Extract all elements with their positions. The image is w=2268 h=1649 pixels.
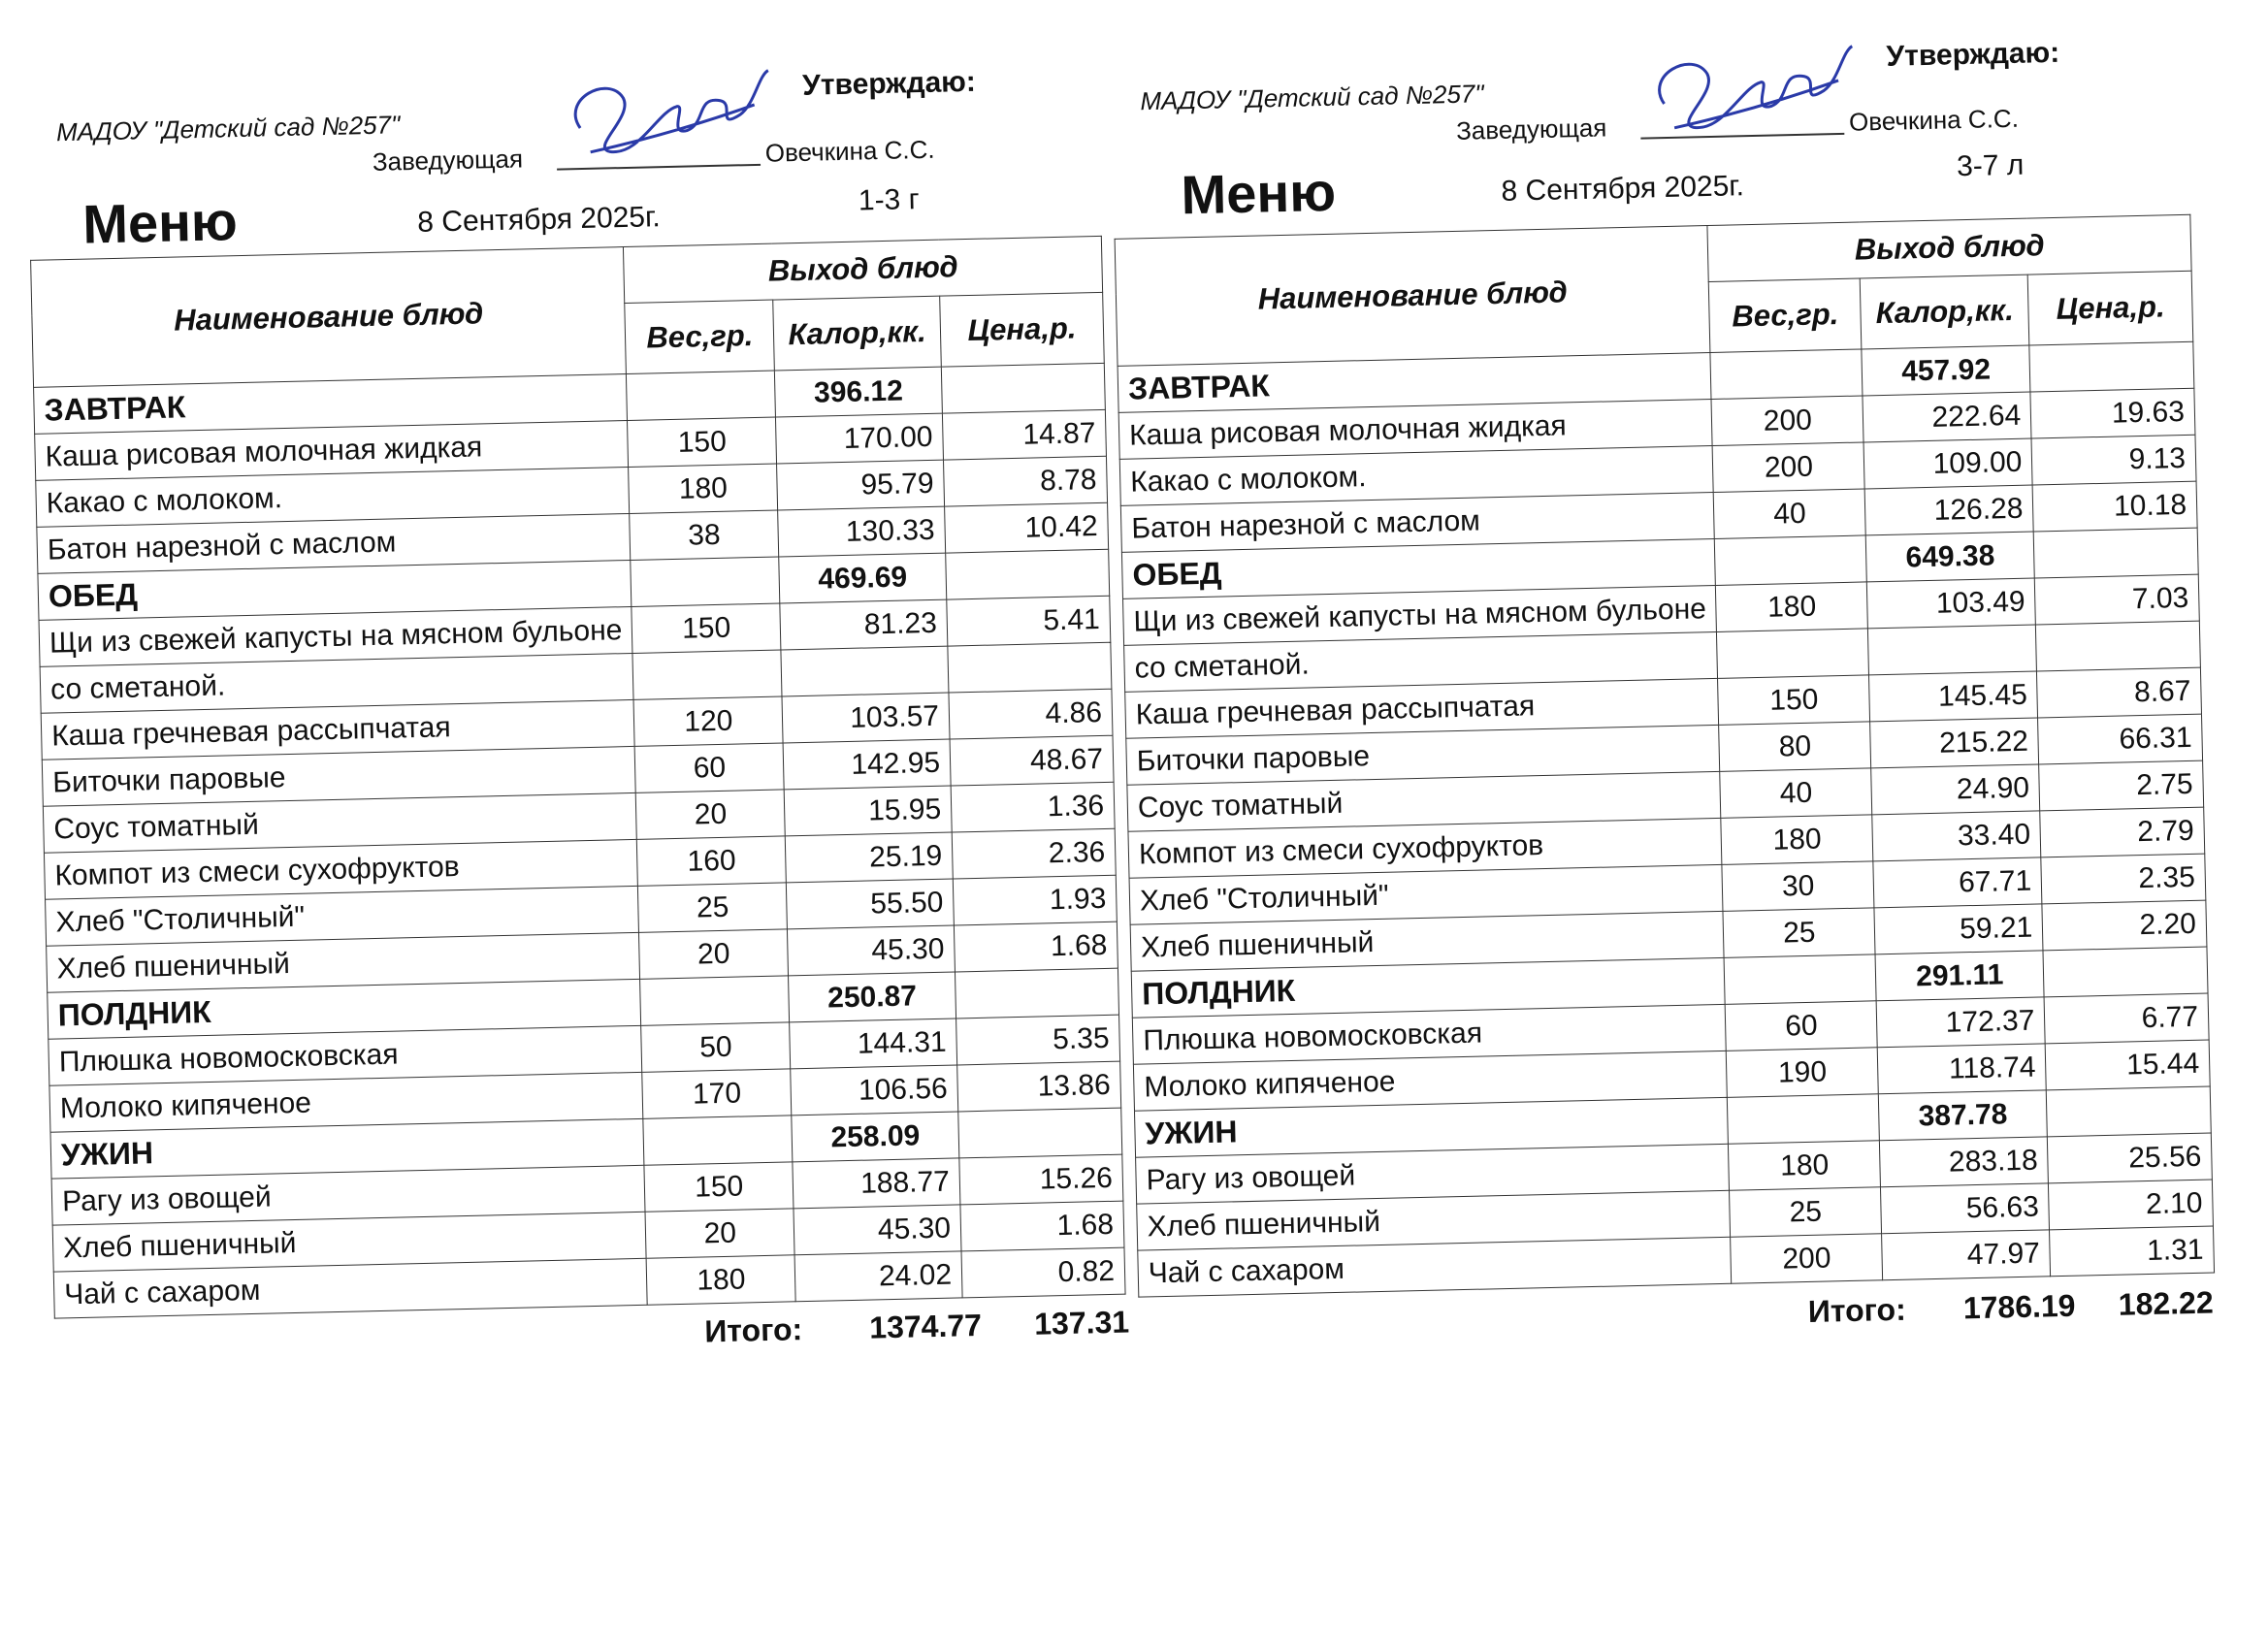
age-group: 3-7 л — [1956, 148, 2025, 183]
section-price-cell — [2047, 1086, 2212, 1137]
section-kcal-total: 250.87 — [789, 972, 956, 1022]
dish-kcal: 59.21 — [1874, 904, 2043, 954]
dish-weight: 25 — [1723, 908, 1875, 958]
dish-price: 2.20 — [2042, 900, 2207, 951]
dish-name: Какао с молоком. — [36, 467, 630, 527]
dish-kcal: 103.57 — [782, 693, 950, 743]
dish-kcal: 106.56 — [791, 1065, 958, 1116]
section-name: ПОЛДНИК — [48, 979, 641, 1039]
dish-kcal: 95.79 — [777, 460, 945, 510]
dish-weight: 25 — [1730, 1187, 1882, 1238]
menu-table — [30, 236, 1125, 1319]
dish-kcal: 222.64 — [1863, 392, 2031, 442]
menu-title: Меню — [1180, 160, 1337, 226]
section-weight-cell — [1710, 349, 1863, 400]
dish-weight: 20 — [645, 1209, 794, 1258]
dish-weight: 170 — [642, 1069, 792, 1118]
dish-weight: 180 — [1721, 815, 1873, 865]
dish-name: Компот из смеси сухофруктов — [1128, 818, 1722, 878]
section-kcal-total: 396.12 — [774, 367, 942, 417]
section-weight-cell — [631, 557, 780, 606]
dish-price: 9.13 — [2031, 435, 2196, 485]
section-weight-cell — [627, 371, 776, 420]
dish-weight: 150 — [632, 603, 781, 653]
dish-kcal — [1868, 625, 2037, 675]
dish-weight: 150 — [644, 1162, 794, 1212]
dish-name: Чай с сахаром — [1138, 1237, 1732, 1297]
dish-price — [948, 642, 1112, 693]
section-name: ОБЕД — [1121, 538, 1715, 598]
dish-price: 15.44 — [2045, 1040, 2210, 1090]
dish-weight: 150 — [1718, 675, 1870, 726]
total-price: 137.31 — [1033, 1304, 1130, 1342]
dish-price: 2.36 — [952, 828, 1116, 879]
head-role: Заведующая — [1455, 113, 1607, 146]
approve-label: Утверждаю: — [801, 65, 977, 102]
menu-table — [1115, 214, 2215, 1298]
dish-name: Биточки паровые — [1126, 725, 1720, 785]
dish-kcal: 25.19 — [785, 832, 953, 883]
dish-name: Хлеб пшеничный — [1137, 1190, 1731, 1250]
col-output-header: Выход блюд — [1707, 214, 2191, 281]
dish-price: 1.36 — [951, 782, 1115, 832]
dish-name: Соус томатный — [43, 792, 636, 853]
col-weight-header: Вес,гр. — [1709, 278, 1862, 353]
dish-name: со сметаной. — [40, 653, 633, 713]
dish-weight: 120 — [634, 696, 784, 746]
dish-price: 66.31 — [2038, 714, 2203, 764]
dish-kcal: 118.74 — [1877, 1044, 2046, 1094]
dish-kcal: 15.95 — [784, 786, 952, 836]
section-price-cell — [946, 549, 1110, 599]
section-weight-cell — [643, 1116, 793, 1165]
dish-kcal: 24.02 — [794, 1251, 962, 1302]
section-kcal-total: 291.11 — [1875, 951, 2044, 1001]
section-weight-cell — [1715, 535, 1867, 586]
col-output-header: Выход блюд — [624, 236, 1103, 303]
dish-name: Каша рисовая молочная жидкая — [1118, 400, 1712, 460]
dish-name: Плюшка новомосковская — [49, 1025, 642, 1085]
dish-name: Хлеб пшеничный — [47, 932, 640, 992]
dish-weight: 180 — [1729, 1141, 1881, 1191]
section-price-cell — [2029, 341, 2194, 392]
col-kcal-header: Калор,кк. — [1860, 275, 2029, 349]
dish-kcal: 24.90 — [1871, 764, 2040, 815]
dish-name: Каша гречневая рассыпчатая — [1125, 678, 1719, 738]
dish-kcal: 47.97 — [1882, 1230, 2051, 1280]
total-label: Итого: — [1807, 1291, 1907, 1329]
dish-name: Каша гречневая рассыпчатая — [41, 699, 634, 760]
dish-weight: 60 — [1726, 1001, 1878, 1051]
dish-kcal: 33.40 — [1872, 811, 2041, 861]
dish-name: Плюшка новомосковская — [1132, 1004, 1726, 1064]
dish-weight: 150 — [628, 417, 777, 467]
dish-name: Молоко кипяченое — [49, 1072, 643, 1132]
section-weight-cell — [640, 976, 790, 1025]
section-price-cell — [941, 363, 1105, 413]
dish-price: 14.87 — [942, 409, 1106, 460]
dish-weight: 30 — [1722, 861, 1874, 912]
dish-price: 8.78 — [944, 456, 1108, 506]
dish-kcal: 172.37 — [1876, 997, 2045, 1048]
total-kcal: 1786.19 — [1962, 1287, 2076, 1326]
dish-weight: 40 — [1714, 489, 1866, 539]
head-role: Заведующая — [372, 144, 524, 177]
section-name: ПОЛДНИК — [1131, 957, 1725, 1018]
dish-kcal: 56.63 — [1881, 1183, 2050, 1234]
dish-price: 13.86 — [957, 1061, 1121, 1112]
dish-price: 10.42 — [945, 502, 1109, 553]
menu-date: 8 Сентября 2025г. — [1501, 170, 1745, 208]
total-price: 182.22 — [2118, 1284, 2215, 1322]
dish-name: Молоко кипяченое — [1133, 1051, 1727, 1111]
dish-kcal: 45.30 — [787, 925, 955, 976]
col-weight-header: Вес,гр. — [625, 300, 774, 374]
dish-name: Компот из смеси сухофруктов — [44, 839, 637, 899]
section-name: УЖИН — [1134, 1097, 1728, 1157]
section-kcal-total: 469.69 — [779, 553, 947, 603]
approve-label: Утверждаю: — [1886, 36, 2060, 73]
dish-name: Хлеб пшеничный — [1130, 911, 1724, 971]
dish-kcal: 170.00 — [776, 413, 944, 464]
dish-price: 2.79 — [2040, 807, 2205, 857]
dish-price: 5.41 — [947, 596, 1111, 646]
dish-kcal: 55.50 — [786, 879, 954, 929]
organization-name: МАДОУ "Детский сад №257" — [55, 110, 401, 147]
dish-name: Каша рисовая молочная жидкая — [35, 421, 629, 481]
menu-title: Меню — [81, 190, 239, 255]
dish-weight — [632, 650, 782, 699]
dish-price: 1.68 — [960, 1201, 1124, 1251]
dish-price: 7.03 — [2035, 574, 2200, 625]
dish-price: 1.31 — [2050, 1226, 2215, 1277]
dish-price: 19.63 — [2030, 388, 2195, 438]
dish-weight: 180 — [1716, 582, 1868, 632]
col-name-header: Наименование блюд — [1115, 226, 1710, 367]
dish-price: 4.86 — [949, 689, 1113, 739]
dish-weight: 190 — [1727, 1048, 1879, 1098]
dish-name: Соус томатный — [1127, 771, 1721, 831]
dish-name: Щи из свежей капусты на мясном бульоне — [39, 606, 632, 666]
section-name: ОБЕД — [38, 560, 632, 620]
dish-weight: 40 — [1720, 768, 1872, 819]
section-price-cell — [2043, 947, 2208, 997]
dish-name: Щи из свежей капусты на мясном бульоне — [1123, 585, 1717, 645]
dish-kcal: 109.00 — [1863, 438, 2032, 489]
section-kcal-total: 387.78 — [1878, 1090, 2047, 1141]
dish-weight: 80 — [1719, 722, 1871, 772]
menu-date: 8 Сентября 2025г. — [416, 201, 662, 239]
dish-price: 6.77 — [2044, 993, 2209, 1044]
dish-weight: 200 — [1731, 1234, 1883, 1284]
dish-kcal: 45.30 — [794, 1205, 961, 1255]
dish-weight: 25 — [638, 883, 788, 932]
section-kcal-total: 258.09 — [792, 1112, 959, 1162]
dish-kcal: 215.22 — [1870, 718, 2039, 768]
signature-image — [1634, 32, 1859, 144]
dish-weight: 50 — [641, 1022, 791, 1072]
age-group: 1-3 г — [858, 183, 920, 217]
dish-name: Батон нарезной с маслом — [1120, 492, 1714, 552]
dish-weight: 160 — [637, 836, 787, 886]
dish-weight: 20 — [636, 790, 786, 839]
dish-weight: 60 — [635, 743, 785, 792]
section-weight-cell — [1725, 954, 1877, 1005]
dish-price: 1.93 — [953, 875, 1117, 925]
dish-price: 2.75 — [2039, 760, 2204, 811]
dish-name: Биточки паровые — [42, 746, 635, 806]
dish-kcal: 142.95 — [783, 739, 951, 790]
section-price-cell — [2033, 528, 2198, 578]
col-name-header: Наименование блюд — [31, 247, 627, 388]
section-price-cell — [958, 1108, 1122, 1158]
dish-kcal: 188.77 — [793, 1158, 960, 1209]
dish-price: 2.35 — [2041, 854, 2206, 904]
dish-weight: 200 — [1711, 396, 1863, 446]
dish-name: Чай с сахаром — [53, 1258, 647, 1318]
dish-price: 48.67 — [950, 735, 1114, 786]
dish-kcal: 81.23 — [780, 599, 948, 650]
dish-weight — [1717, 629, 1869, 679]
section-price-cell — [955, 968, 1118, 1018]
organization-name: МАДОУ "Детский сад №257" — [1140, 79, 1484, 116]
col-price-header: Цена,р. — [940, 292, 1105, 367]
section-name: ЗАВТРАК — [34, 374, 628, 435]
dish-name: со сметаной. — [1124, 631, 1718, 692]
dish-name: Хлеб пшеничный — [52, 1212, 646, 1272]
section-name: УЖИН — [50, 1118, 644, 1179]
signature-image — [550, 56, 775, 168]
dish-name: Рагу из овощей — [51, 1165, 645, 1225]
col-price-header: Цена,р. — [2027, 271, 2192, 345]
dish-name: Какао с молоком. — [1119, 445, 1713, 505]
dish-name: Батон нарезной с маслом — [37, 513, 631, 573]
total-kcal: 1374.77 — [868, 1307, 983, 1345]
dish-name: Хлеб "Столичный" — [46, 886, 639, 946]
dish-kcal: 144.31 — [790, 1018, 957, 1069]
total-label: Итого: — [703, 1311, 803, 1349]
head-name: Овечкина С.С. — [764, 134, 935, 168]
section-kcal-total: 457.92 — [1862, 345, 2030, 396]
dish-kcal: 103.49 — [1866, 578, 2035, 629]
dish-kcal: 126.28 — [1864, 485, 2033, 535]
section-kcal-total: 649.38 — [1865, 532, 2034, 582]
dish-name: Рагу из овощей — [1136, 1144, 1730, 1204]
dish-kcal: 283.18 — [1879, 1137, 2048, 1187]
head-name: Овечкина С.С. — [1848, 103, 2020, 137]
col-kcal-header: Калор,кк. — [773, 296, 942, 371]
section-weight-cell — [1728, 1094, 1880, 1145]
dish-kcal: 145.45 — [1869, 671, 2038, 722]
dish-price: 2.10 — [2049, 1180, 2214, 1230]
dish-weight: 180 — [629, 464, 778, 513]
dish-kcal — [781, 646, 949, 696]
dish-weight: 180 — [647, 1255, 796, 1305]
dish-price: 10.18 — [2032, 481, 2197, 532]
dish-weight: 20 — [639, 929, 789, 979]
dish-weight: 200 — [1713, 442, 1865, 493]
dish-price: 1.68 — [954, 922, 1118, 972]
section-name: ЗАВТРАК — [1118, 353, 1711, 413]
dish-name: Хлеб "Столичный" — [1129, 864, 1723, 924]
dish-price: 15.26 — [959, 1154, 1123, 1205]
dish-kcal: 130.33 — [778, 506, 946, 557]
dish-kcal: 67.71 — [1873, 857, 2042, 908]
dish-price: 0.82 — [961, 1247, 1125, 1298]
dish-price: 8.67 — [2037, 667, 2202, 718]
dish-weight: 38 — [630, 510, 779, 560]
dish-price: 25.56 — [2048, 1133, 2213, 1183]
dish-price: 5.35 — [956, 1015, 1120, 1065]
dish-price — [2036, 621, 2201, 671]
